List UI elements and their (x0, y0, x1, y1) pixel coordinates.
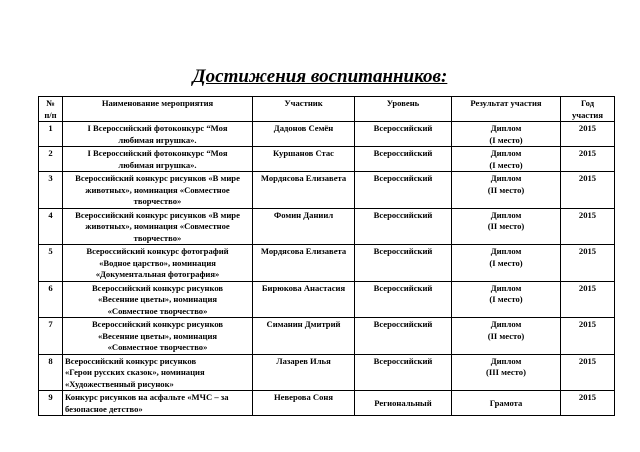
result: Диплом (I место) (452, 281, 561, 318)
year: 2015 (561, 391, 615, 416)
level: Всероссийский (355, 318, 452, 355)
year: 2015 (561, 318, 615, 355)
event-name: Всероссийский конкурс рисунков «Весенние цветы», номинация «Совместное творчество» (63, 281, 253, 318)
participant-name: Симанин Дмитрий (253, 318, 355, 355)
result: Грамота (452, 391, 561, 416)
row-number: 5 (39, 245, 63, 282)
table-row (39, 318, 615, 355)
year: 2015 (561, 122, 615, 147)
row-number: 3 (39, 172, 63, 209)
result: Диплом (I место) (452, 245, 561, 282)
header-num: № п/п (39, 97, 63, 122)
participant-name: Лазарев Илья (253, 354, 355, 391)
row-number: 7 (39, 318, 63, 355)
participant-name: Бирюкова Анастасия (253, 281, 355, 318)
table-row (39, 172, 615, 209)
row-number: 6 (39, 281, 63, 318)
year: 2015 (561, 281, 615, 318)
page-title: Достижения воспитанников: (192, 66, 448, 87)
participant-name: Куршанов Стас (253, 147, 355, 172)
table-row (39, 281, 615, 318)
year: 2015 (561, 208, 615, 245)
header-participant: Участник (253, 97, 355, 122)
table-row (39, 147, 615, 172)
event-name: Всероссийский конкурс фотографий «Водное царство», номинация «Документальная фотография» (63, 245, 253, 282)
table-row (39, 354, 615, 391)
level: Всероссийский (355, 147, 452, 172)
row-number: 2 (39, 147, 63, 172)
result: Диплом (II место) (452, 208, 561, 245)
level: Всероссийский (355, 245, 452, 282)
header-event: Наименование мероприятия (63, 97, 253, 122)
level: Всероссийский (355, 354, 452, 391)
result: Диплом (II место) (452, 318, 561, 355)
participant-name: Дадонов Семён (253, 122, 355, 147)
result: Диплом (III место) (452, 354, 561, 391)
table-row (39, 391, 615, 416)
table-row (39, 122, 615, 147)
result: Диплом (I место) (452, 122, 561, 147)
header-result: Результат участия (452, 97, 561, 122)
year: 2015 (561, 172, 615, 209)
row-number: 8 (39, 354, 63, 391)
row-number: 4 (39, 208, 63, 245)
event-name: Всероссийский конкурс рисунков «В мире животных», номинация «Совместное творчество» (63, 208, 253, 245)
event-name: I Всероссийский фотоконкурс “Моя любимая игрушка». (63, 122, 253, 147)
year: 2015 (561, 147, 615, 172)
event-name: Всероссийский конкурс рисунков «В мире животных», номинация «Совместное творчество» (63, 172, 253, 209)
header-level: Уровень (355, 97, 452, 122)
event-name: I Всероссийский фотоконкурс “Моя любимая игрушка». (63, 147, 253, 172)
row-number: 1 (39, 122, 63, 147)
result: Диплом (II место) (452, 172, 561, 209)
header-year: Год участия (561, 97, 615, 122)
result: Диплом (I место) (452, 147, 561, 172)
table-header-row (39, 97, 615, 122)
level: Всероссийский (355, 172, 452, 209)
table-row (39, 208, 615, 245)
participant-name: Мордясова Елизавета (253, 245, 355, 282)
participant-name: Неверова Соня (253, 391, 355, 416)
level: Всероссийский (355, 281, 452, 318)
year: 2015 (561, 245, 615, 282)
participant-name: Фомин Даниил (253, 208, 355, 245)
level: Региональный (355, 391, 452, 416)
participant-name: Мордясова Елизавета (253, 172, 355, 209)
year: 2015 (561, 354, 615, 391)
table-row (39, 245, 615, 282)
level: Всероссийский (355, 122, 452, 147)
row-number: 9 (39, 391, 63, 416)
event-name: Всероссийский конкурс рисунков «Герои русских сказок», номинация «Художественный рисунок» (63, 354, 253, 391)
achievements-table (38, 96, 615, 416)
level: Всероссийский (355, 208, 452, 245)
event-name: Конкурс рисунков на асфальте «МЧС – за безопасное детство» (63, 391, 253, 416)
event-name: Всероссийский конкурс рисунков «Весенние цветы», номинация «Совместное творчество» (63, 318, 253, 355)
